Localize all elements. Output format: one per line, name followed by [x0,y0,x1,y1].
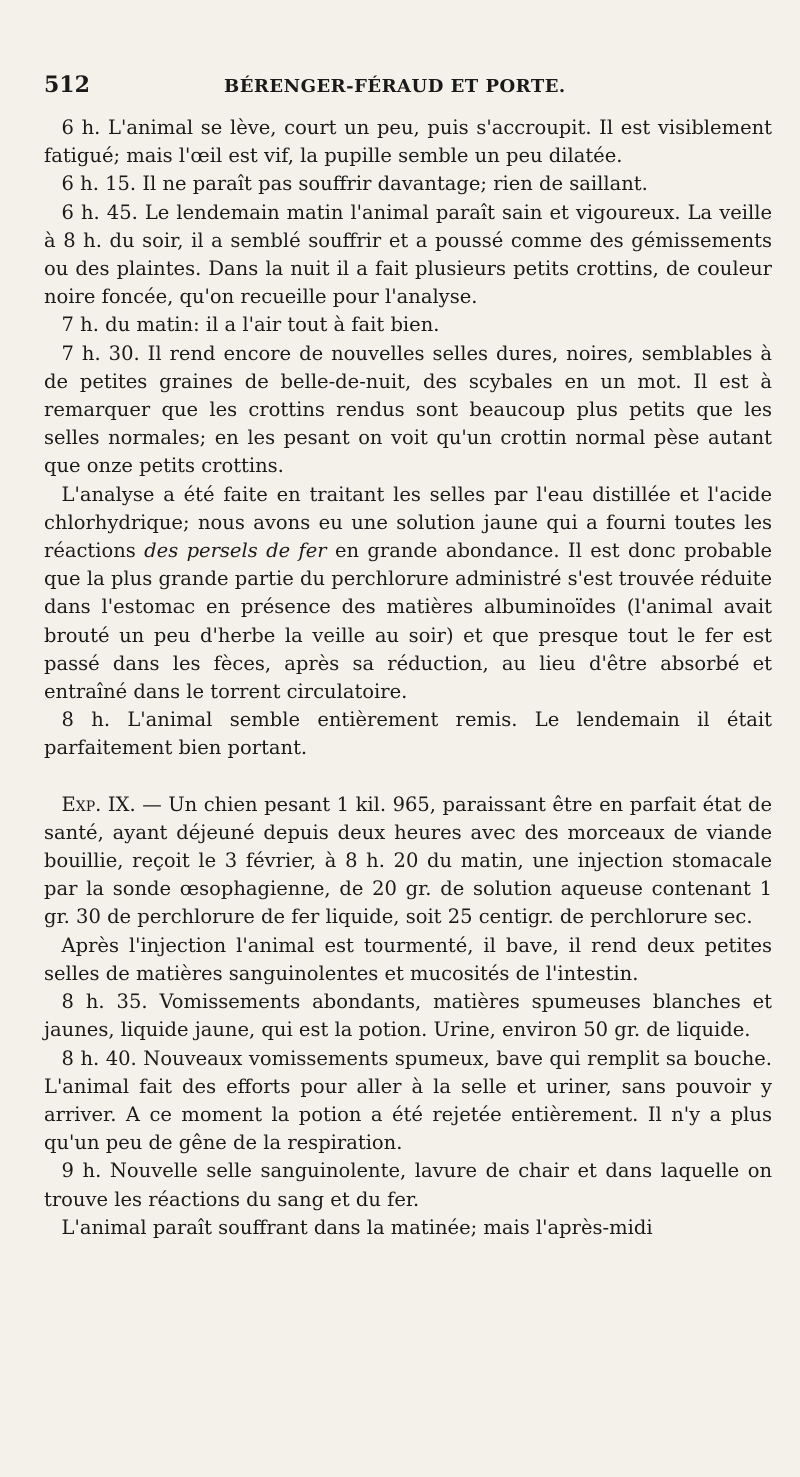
paragraph-analysis [44,481,772,707]
page-header [44,72,772,108]
experiment-label: Exp. IX. [61,792,136,816]
experiment-text: — Un chien pesant 1 kil. 965, paraissant être en parfait état de santé, ayant déjeuné depuis deux heures avec des morceaux de viande bouillie, reçoit le 3 février, à 8 h. 20 du matin, une injection stomacale par la sonde œsophagienne, de 20 gr. de solution aqueuse contenant 1 gr. 30 de perchlorure de fer liquide, soit 25 centigr. de perchlorure sec. [44,792,772,929]
analysis-italic-term: des persels de fer [144,539,327,563]
page-number: 512 [44,72,90,98]
paragraph: Après l'injection l'animal est tourmenté, il bave, il rend deux petites selles de matières sanguinolentes et mucosités de l'intestin. [44,933,772,985]
paragraph: 7 h. du matin: il a l'air tout à fait bien. [61,313,440,337]
paragraph: 6 h. 45. Le lendemain matin l'animal paraît sain et vigoureux. La veille à 8 h. du soir, il a semblé souffrir et a poussé comme des gémissements ou des plaintes. Dans la nuit il a fait plusieurs petits crottins, de couleur noire foncée, qu'on recueille pour l'analyse. [44,200,772,309]
paragraph-experiment [44,791,772,932]
paragraph: 8 h. 40. Nouveaux vomissements spumeux, bave qui remplit sa bouche. L'animal fait des efforts pour aller à la selle et uriner, sans pouvoir y arriver. A ce moment la potion a été rejetée entièrement. Il n'y a plus qu'un peu de gêne de la respiration. [44,1046,772,1155]
paragraph: 9 h. Nouvelle selle sanguinolente, lavure de chair et dans laquelle on trouve les réactions du sang et du fer. [44,1159,772,1211]
paragraph: 6 h. 15. Il ne paraît pas souffrir davantage; rien de saillant. [61,172,648,196]
body-text [44,114,772,1242]
analysis-text-before: L'analyse a été faite en traitant les selles par l'eau distillée et l'acide chlorhydrique; nous avons eu une solution jaune qui a fourni toutes les réactions [44,482,772,563]
paragraph: L'animal paraît souffrant dans la matinée; mais l'après-midi [61,1215,653,1239]
analysis-text-after: en grande abondance. Il est donc probable que la plus grande partie du perchlorure administré s'est trouvée réduite dans l'estomac en présence des matières albuminoïdes (l'animal avait brouté un peu d'herbe la veille au soir) et que presque tout le fer est passé dans les fèces, après sa réduction, au lieu d'être absorbé et entraîné dans le torrent circulatoire. [44,539,772,704]
paragraph: 8 h. 35. Vomissements abondants, matières spumeuses blanches et jaunes, liquide jaune, qui est la potion. Urine, environ 50 gr. de liquide. [44,990,772,1042]
paragraph: 6 h. L'animal se lève, court un peu, puis s'accroupit. Il est visiblement fatigué; mais l'œil est vif, la pupille semble un peu dilatée. [44,116,772,168]
running-head: BÉRENGER-FÉRAUD ET PORTE. [224,76,566,97]
paragraph: 7 h. 30. Il rend encore de nouvelles selles dures, noires, semblables à de petites graines de belle-de-nuit, des scybales en un mot. Il est à remarquer que les crottins rendus sont beaucoup plus petits que les selles normales; en les pesant on voit qu'un crottin normal pèse autant que onze petits crottins. [44,341,772,478]
paragraph: 8 h. L'animal semble entièrement remis. Le lendemain il était parfaitement bien portant. [44,708,772,760]
